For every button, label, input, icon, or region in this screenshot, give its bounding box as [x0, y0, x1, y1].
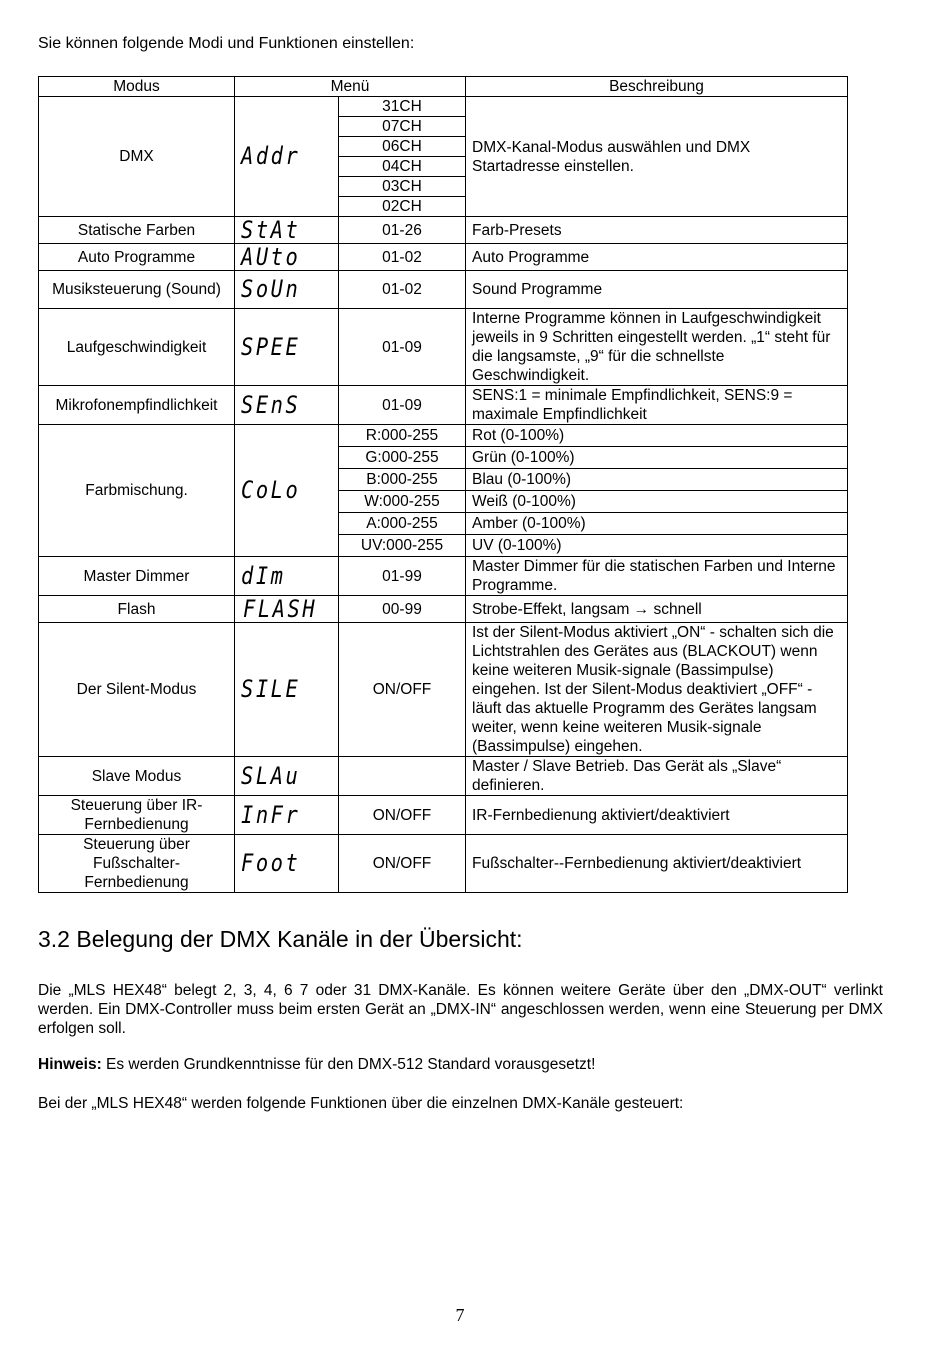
- table-row: [39, 623, 848, 757]
- value-cell: UV:000-255: [339, 535, 466, 557]
- lcd-flash: FLASH: [235, 596, 339, 623]
- mode-cell: Laufgeschwindigkeit: [39, 309, 235, 386]
- lcd-colo: CoLo: [235, 425, 339, 557]
- value-cell: G:000-255: [339, 447, 466, 469]
- desc-cell: Grün (0-100%): [466, 447, 848, 469]
- mode-cell: Auto Programme: [39, 244, 235, 271]
- table-row: [39, 97, 848, 117]
- desc-cell: Blau (0-100%): [466, 469, 848, 491]
- desc-cell: Master / Slave Betrieb. Das Gerät als „Slave“ definieren.: [466, 757, 848, 796]
- desc-cell: Strobe-Effekt, langsam → schnell: [466, 596, 848, 623]
- desc-cell: Rot (0-100%): [466, 425, 848, 447]
- table-row: [39, 309, 848, 386]
- mode-cell: Master Dimmer: [39, 557, 235, 596]
- value-cell: 01-09: [339, 309, 466, 386]
- lcd-stat: StAt: [235, 217, 339, 244]
- table-row: [39, 386, 848, 425]
- mode-cell: Musiksteuerung (Sound): [39, 271, 235, 309]
- note-text: Es werden Grundkenntnisse für den DMX-512 Standard vorausgesetzt!: [101, 1056, 596, 1073]
- intro-text: Sie können folgende Modi und Funktionen einstellen:: [38, 35, 415, 52]
- value-cell: ON/OFF: [339, 835, 466, 893]
- lcd-infr: InFr: [235, 796, 339, 835]
- desc-cell: IR-Fernbedienung aktiviert/deaktiviert: [466, 796, 848, 835]
- dmx-option: 03CH: [339, 177, 466, 197]
- header-modus: Modus: [39, 77, 235, 97]
- table-row: [39, 835, 848, 893]
- mode-cell: Flash: [39, 596, 235, 623]
- table-row: [39, 425, 848, 447]
- value-cell: 01-26: [339, 217, 466, 244]
- desc-cell: Interne Programme können in Laufgeschwindigkeit jeweils in 9 Schritten eingestellt werden. „1“ steht für die langsamste, „9“ für die schnellste Geschwindigkeit.: [466, 309, 848, 386]
- value-cell: R:000-255: [339, 425, 466, 447]
- section-heading: 3.2 Belegung der DMX Kanäle in der Übersicht:: [38, 926, 523, 952]
- mode-cell: Statische Farben: [39, 217, 235, 244]
- dmx-option: 06CH: [339, 137, 466, 157]
- value-cell: B:000-255: [339, 469, 466, 491]
- dmx-option: 07CH: [339, 117, 466, 137]
- lcd-auto: AUto: [235, 244, 339, 271]
- value-cell: A:000-255: [339, 513, 466, 535]
- page-number: 7: [455, 1305, 465, 1325]
- desc-cell: Fußschalter--Fernbedienung aktiviert/deaktiviert: [466, 835, 848, 893]
- desc-cell: UV (0-100%): [466, 535, 848, 557]
- value-cell: 00-99: [339, 596, 466, 623]
- table-row: [39, 271, 848, 309]
- table-row: [39, 796, 848, 835]
- modes-table: [38, 76, 848, 893]
- value-cell: ON/OFF: [339, 623, 466, 757]
- table-row: [39, 757, 848, 796]
- lcd-spee: SPEE: [235, 309, 339, 386]
- lcd-slau: SLAu: [235, 757, 339, 796]
- desc-cell: Ist der Silent-Modus aktiviert „ON“ - schalten sich die Lichtstrahlen des Gerätes aus (BLACKOUT) wenn keine weiteren Musik-signale (Bassimpulse) eingehen. Ist der Silent-Modus deaktiviert „OFF“ - läuft das aktuelle Programm des Gerätes langsam weiter, wenn keine weiteren Musik-signale (Bassimpulse) eingehen.: [466, 623, 848, 757]
- paragraph-channels: Bei der „MLS HEX48“ werden folgende Funktionen über die einzelnen DMX-Kanäle gesteuert:: [38, 1095, 684, 1112]
- mode-cell: Slave Modus: [39, 757, 235, 796]
- mode-dmx: DMX: [39, 97, 235, 217]
- table-header-row: [39, 77, 848, 97]
- lcd-addr: Addr: [235, 97, 339, 217]
- mode-colo: Farbmischung.: [39, 425, 235, 557]
- value-cell: 01-02: [339, 244, 466, 271]
- header-description: Beschreibung: [466, 77, 848, 97]
- value-cell: W:000-255: [339, 491, 466, 513]
- dmx-option: 04CH: [339, 157, 466, 177]
- note-label: Hinweis:: [38, 1056, 102, 1073]
- value-cell: 01-09: [339, 386, 466, 425]
- mode-cell: Der Silent-Modus: [39, 623, 235, 757]
- header-menu: Menü: [235, 77, 466, 97]
- value-cell: 01-02: [339, 271, 466, 309]
- table-row: [39, 217, 848, 244]
- value-cell: 01-99: [339, 557, 466, 596]
- paragraph-note: [38, 1055, 883, 1074]
- table-row: [39, 244, 848, 271]
- mode-cell: Steuerung über IR-Fernbedienung: [39, 796, 235, 835]
- desc-cell: Farb-Presets: [466, 217, 848, 244]
- desc-cell: Weiß (0-100%): [466, 491, 848, 513]
- desc-cell: Auto Programme: [466, 244, 848, 271]
- desc-cell: Amber (0-100%): [466, 513, 848, 535]
- value-cell: ON/OFF: [339, 796, 466, 835]
- mode-cell: Steuerung über Fußschalter-Fernbedienung: [39, 835, 235, 893]
- value-cell: [339, 757, 466, 796]
- desc-cell: Master Dimmer für die statischen Farben und Interne Programme.: [466, 557, 848, 596]
- table-row: [39, 596, 848, 623]
- paragraph-intro: Die „MLS HEX48“ belegt 2, 3, 4, 6 7 oder 31 DMX-Kanäle. Es können weitere Geräte über den „DMX-OUT“ verlinkt werden. Ein DMX-Controller muss beim ersten Gerät an „DMX-IN“ angeschlossen werden, wenn eine Steuerung per DMX erfolgen soll.: [38, 982, 883, 1037]
- desc-cell: SENS:1 = minimale Empfindlichkeit, SENS:9 = maximale Empfindlichkeit: [466, 386, 848, 425]
- lcd-sile: SILE: [235, 623, 339, 757]
- desc-cell: Sound Programme: [466, 271, 848, 309]
- lcd-sens: SEnS: [235, 386, 339, 425]
- lcd-dim: dIm: [235, 557, 339, 596]
- table-row: [39, 557, 848, 596]
- lcd-foot: Foot: [235, 835, 339, 893]
- dmx-option: 31CH: [339, 97, 466, 117]
- desc-dmx: DMX-Kanal-Modus auswählen und DMX Startadresse einstellen.: [466, 97, 848, 217]
- dmx-option: 02CH: [339, 197, 466, 217]
- lcd-soun: SoUn: [235, 271, 339, 309]
- mode-cell: Mikrofonempfindlichkeit: [39, 386, 235, 425]
